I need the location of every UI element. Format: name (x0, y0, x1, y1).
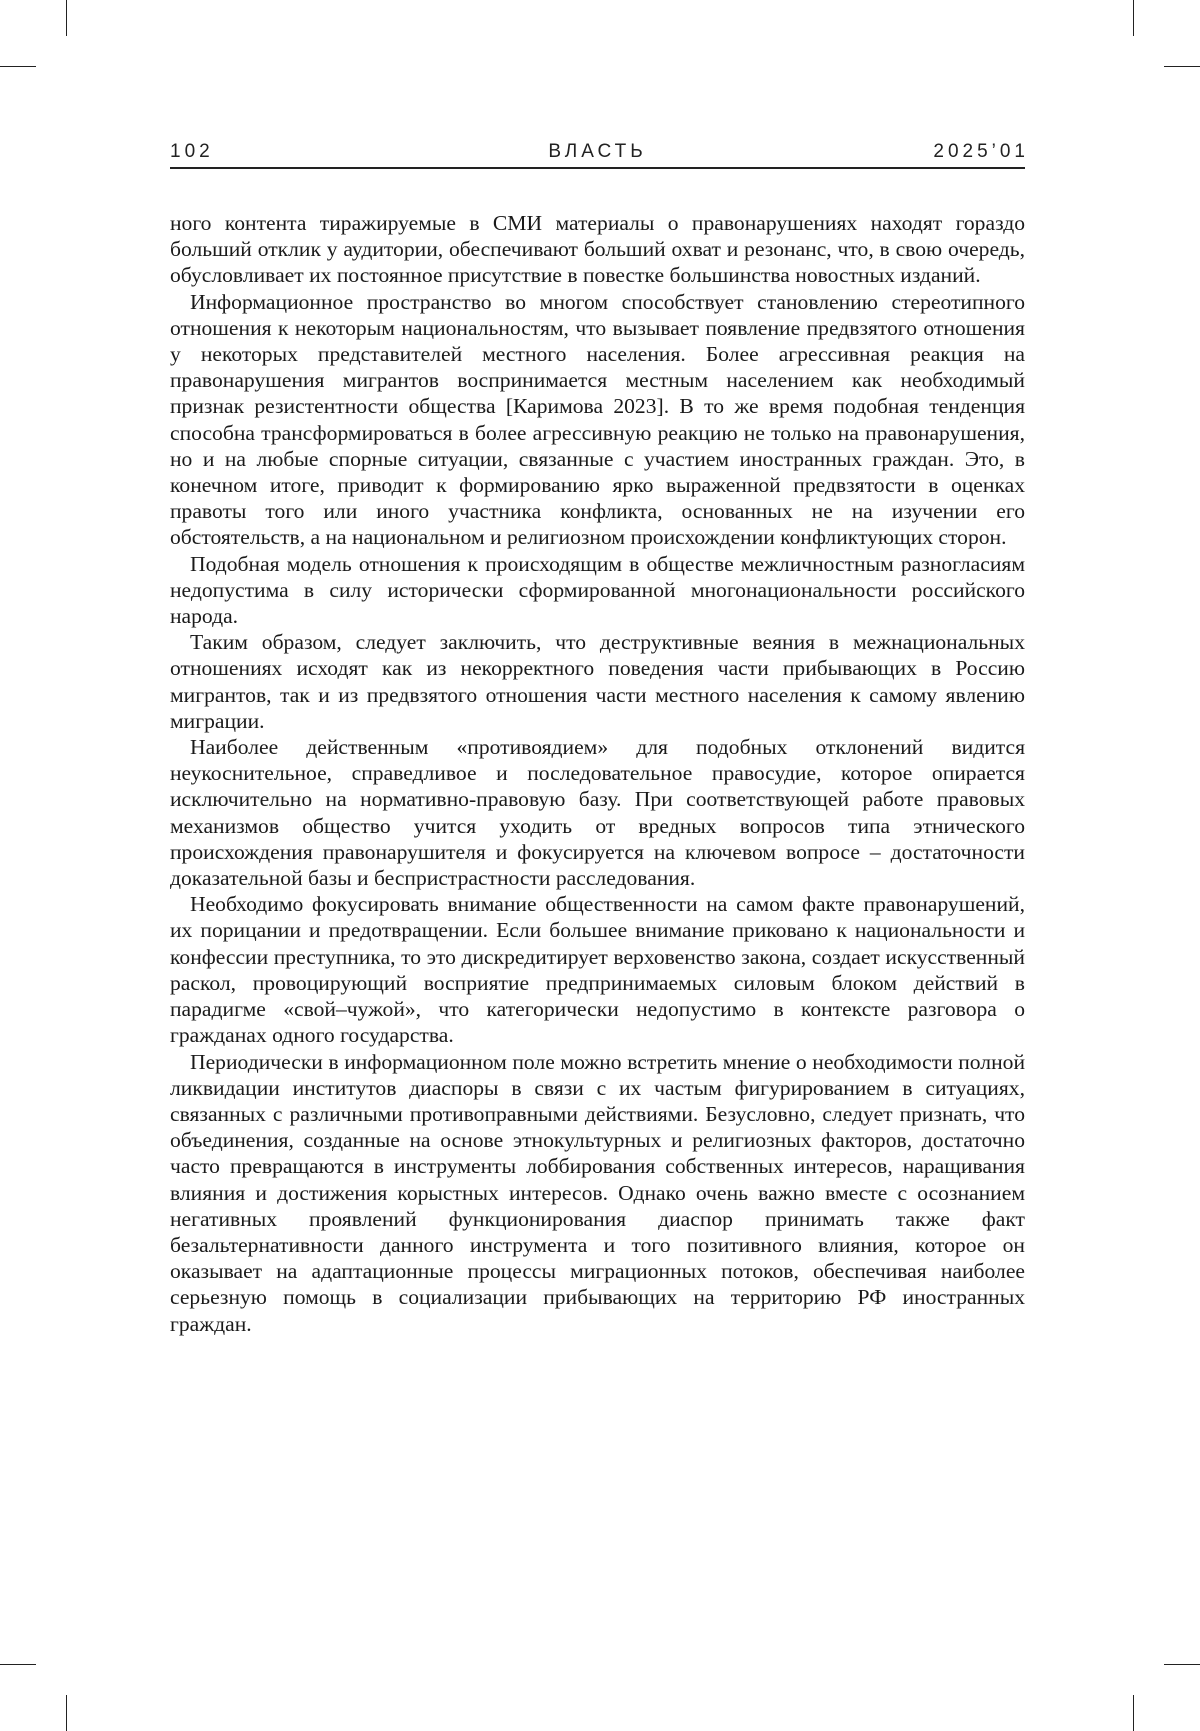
paragraph: Наиболее действенным «противоядием» для подобных отклонений видится неукоснительное, справедливое и последовательное правосудие, которое опирается исключительно на нормативно-правовую базу. При соответствующей работе правовых механизмов общество учится уходить от вредных вопросов типа этнического происхождения правонарушителя и фокусируется на ключевом вопросе – достаточности доказательной базы и беспристрастности расследования. (170, 735, 1025, 891)
crop-mark-top-right (1133, 0, 1134, 36)
crop-mark-bottom-left (66, 1695, 67, 1731)
paragraph: ного контента тиражируемые в СМИ материалы о правонарушениях находят гораздо больший отклик у аудитории, обеспечивают больший охват и резонанс, что, в свою очередь, обусловливает их постоянное присутствие в повестке большинства новостных изданий. (170, 211, 1025, 288)
running-header (170, 141, 1029, 169)
crop-mark-bottom-right-h (1164, 1664, 1200, 1665)
paragraph: Необходимо фокусировать внимание общественности на самом факте правонарушений, их порицании и предотвращении. Если большее внимание приковано к национальности и конфессии преступника, то это дискредитирует верховенство закона, создает искусственный раскол, провоцирующий восприятие предпринимаемых силовым блоком действий в парадигме «свой–чужой», что категорически недопустимо в контексте разговора о гражданах одного государства. (170, 892, 1025, 1048)
crop-mark-top-left (66, 0, 67, 36)
paragraph: Подобная модель отношения к происходящим в обществе межличностным разногласиям недопустима в силу исторически сформированной многонациональности российского народа. (170, 551, 1025, 629)
journal-title: ВЛАСТЬ (548, 141, 647, 162)
paragraph: Таким образом, следует заключить, что деструктивные веяния в межнациональных отношениях исходят как из некорректного поведения части прибывающих в Россию мигрантов, так и из предвзятого отношения части местного населения к самому явлению миграции. (170, 630, 1025, 733)
article-body (170, 210, 1025, 1337)
crop-mark-top-right-h (1164, 66, 1200, 67)
crop-mark-top-left-h (0, 66, 36, 67)
crop-mark-bottom-left-h (0, 1664, 36, 1665)
page-number: 102 (170, 141, 214, 162)
issue-number: 2025’01 (933, 141, 1029, 162)
paragraph: Периодически в информационном поле можно встретить мнение о необходимости полной ликвидации институтов диаспоры в связи с их частым фигурированием в ситуациях, связанных с различными противоправными действиями. Безусловно, следует признать, что объединения, созданные на основе этнокультурных и религиозных факторов, достаточно часто превращаются в инструменты лоббирования собственных интересов, наращивания влияния и достижения корыстных интересов. Однако очень важно вместе с осознанием негативных проявлений функционирования диаспор принимать также факт безальтернативности данного инструмента и того позитивного влияния, которое он оказывает на адаптационные процессы миграционных потоков, обеспечивая наиболее серьезную помощь в социализации прибывающих на территорию РФ иностранных граждан. (170, 1049, 1025, 1336)
paragraph: Информационное пространство во многом способствует становлению стереотипного отношения к некоторым национальностям, что вызывает появление предвзятого отношения у некоторых представителей местного населения. Более агрессивная реакция на правонарушения мигрантов воспринимается местным населением как необходимый признак резистентности общества [Каримова 2023]. В то же время подобная тенденция способна трансформироваться в более агрессивную реакцию не только на правонарушения, но и на любые спорные ситуации, связанные с участием иностранных граждан. Это, в конечном итоге, приводит к формированию ярко выраженной предвзятости в оценках правоты того или иного участника конфликта, основанных не на изучении его обстоятельств, а на национальном и религиозном происхождении конфликтующих сторон. (170, 289, 1025, 550)
crop-mark-bottom-right (1133, 1695, 1134, 1731)
